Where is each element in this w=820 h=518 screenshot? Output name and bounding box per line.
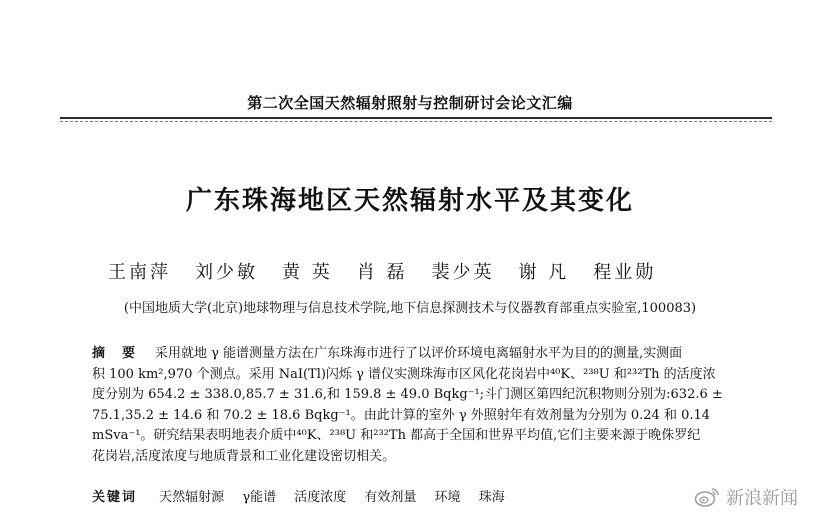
author-name: 谢 凡	[518, 262, 570, 283]
keyword: 有效剂量	[364, 490, 417, 505]
keywords	[92, 486, 519, 505]
author-name: 程业勋	[593, 262, 657, 283]
abstract-line: 75.1,35.2 ± 14.6 和 70.2 ± 18.6 Bqkg⁻¹。由此计算的室外 γ 外照射年有效剂量为分别为 0.24 和 0.14	[92, 407, 711, 423]
keyword: 环境	[434, 490, 461, 505]
author-name: 肖 磊	[356, 262, 408, 283]
abstract-text: 采用就地 γ 能谱测量方法在广东珠海市进行了以评价环境电离辐射水平为目的的测量,实测面	[155, 346, 683, 361]
keyword: γ能谱	[242, 490, 277, 505]
abstract-label: 摘 要	[92, 346, 138, 361]
abstract-line: 花岗岩,活度浓度与地质背景和工业化建设密切相关。	[92, 448, 396, 464]
author-list	[108, 258, 728, 284]
author-name: 裴少英	[431, 262, 495, 283]
keywords-label: 关键词	[92, 490, 138, 505]
abstract-line: 积 100 km²,970 个测点。采用 NaI(Tl)闪烁 γ 谱仪实测珠海市区风化花岗岩中⁴⁰K、²³⁸U 和²³²Th 的活度浓	[92, 366, 716, 382]
keyword: 活度浓度	[294, 490, 347, 505]
author-name: 黄 英	[282, 262, 333, 283]
watermark-text: 新浪新闻	[726, 488, 798, 509]
running-head: 第二次全国天然辐射照射与控制研讨会论文汇编	[247, 94, 573, 112]
header-rule	[60, 117, 772, 119]
abstract-line: 度分别为 654.2 ± 338.0,85.7 ± 31.6,和 159.8 ± 49.0 Bqkg⁻¹;斗门测区第四纪沉积物则分别为:632.6 ±	[92, 387, 723, 403]
abstract-line: mSva⁻¹。研究结果表明地表介质中⁴⁰K、²³⁸U 和²³²Th 都高于全国和世界平均值,它们主要来源于晚侏罗纪	[92, 428, 701, 444]
author-name: 刘少敏	[195, 262, 258, 283]
author-name: 王南萍	[108, 262, 171, 283]
keyword: 天然辐射源	[159, 490, 225, 505]
paper-title: 广东珠海地区天然辐射水平及其变化	[185, 186, 634, 216]
watermark	[694, 484, 798, 510]
keyword: 珠海	[478, 490, 505, 505]
abstract	[92, 344, 750, 468]
abstract-line	[92, 344, 750, 365]
weibo-icon	[694, 486, 720, 508]
header-rule-thin	[60, 121, 772, 122]
affiliation: (中国地质大学(北京)地球物理与信息技术学院,地下信息探测技术与仪器教育部重点实验室,100083)	[123, 301, 697, 316]
